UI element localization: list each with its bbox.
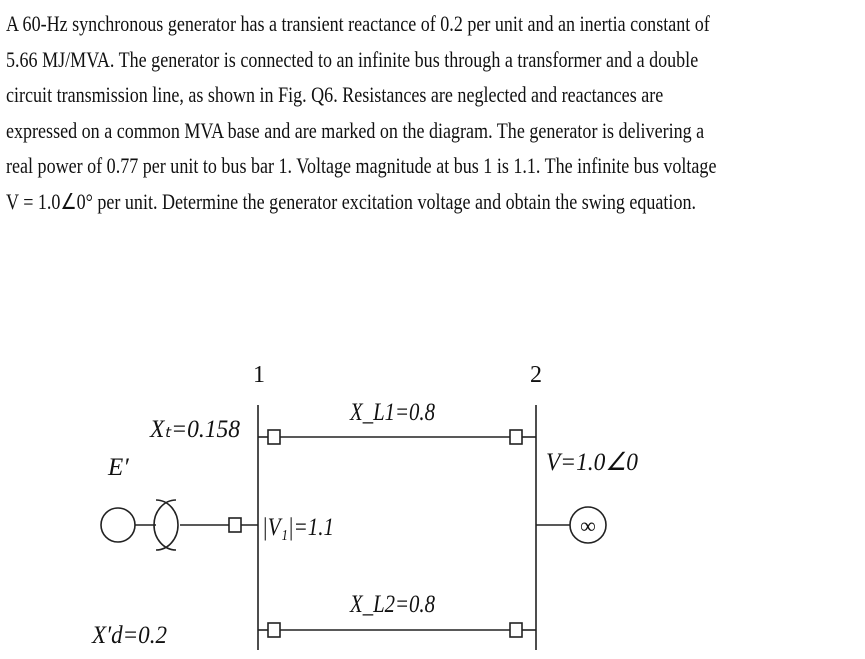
breaker-line1-left [268, 430, 280, 444]
infinite-bus-voltage-label: V=1.0∠0 [546, 449, 639, 476]
infinite-symbol-text: ∞ [580, 513, 596, 538]
generator-symbol [101, 508, 135, 542]
transformer-reactance-label: Xₜ=0.158 [149, 416, 241, 443]
breaker-line2-right [510, 623, 522, 637]
bus1-voltage-label: |V₁|=1.1 [262, 514, 334, 541]
line2-reactance-label: X_L2=0.8 [349, 591, 436, 618]
bus1-label: 1 [253, 362, 265, 388]
transformer-symbol [154, 500, 178, 550]
problem-line-1: A 60-Hz synchronous generator has a transient reactance of 0.2 per unit and an inertia constant of [6, 11, 710, 36]
generator-reactance-label: X′d=0.2 [91, 622, 167, 649]
problem-line-6: V = 1.0∠0° per unit. Determine the generator excitation voltage and obtain the swing equation. [6, 188, 697, 214]
breaker-line2-left [268, 623, 280, 637]
problem-line-2: 5.66 MJ/MVA. The generator is connected to an infinite bus through a transformer and a double [6, 46, 699, 72]
bus2-label: 2 [530, 362, 542, 388]
problem-line-5: real power of 0.77 per unit to bus bar 1. Voltage magnitude at bus 1 is 1.1. The infinite bus voltage [6, 153, 717, 178]
problem-line-3: circuit transmission line, as shown in Fig. Q6. Resistances are neglected and reactances are [6, 82, 664, 107]
breaker-line1-right [510, 430, 522, 444]
breaker-bus1-transformer [229, 518, 241, 532]
line1-reactance-label: X_L1=0.8 [349, 399, 436, 426]
problem-line-4: expressed on a common MVA base and are marked on the diagram. The generator is delivering a [6, 117, 705, 143]
generator-emf-label: E′ [108, 454, 129, 481]
